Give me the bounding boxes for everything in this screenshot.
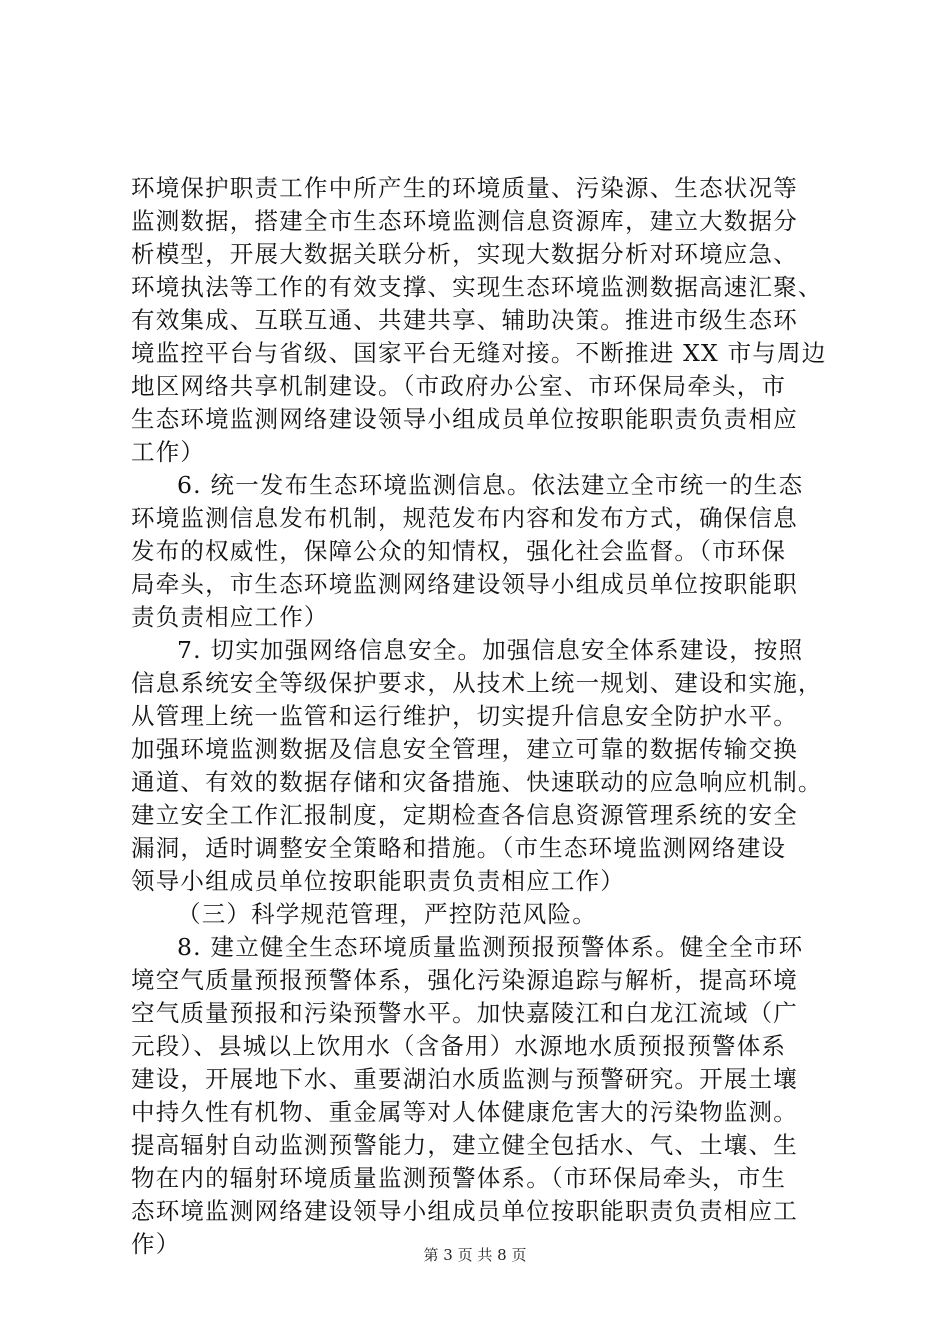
text-line: 从管理上统一监管和运行维护，切实提升信息安全防护水平。 bbox=[131, 702, 798, 730]
text-line: 通道、有效的数据存储和灾备措施、快速联动的应急响应机制。 bbox=[131, 768, 823, 796]
paragraph-start-line: 8. 建立健全生态环境质量监测预报预警体系。健全全市环 bbox=[177, 933, 804, 961]
section-heading: （三）科学规范管理，严控防范风险。 bbox=[177, 900, 597, 928]
text-line: 环境执法等工作的有效支撑、实现生态环境监测数据高速汇聚、 bbox=[131, 273, 823, 301]
text-line: 工作） bbox=[131, 438, 206, 466]
text-line: 中持久性有机物、重金属等对人体健康危害大的污染物监测。 bbox=[131, 1098, 798, 1126]
page-number-footer: 第 3 页 共 8 页 bbox=[423, 1246, 527, 1264]
text-line: 环境保护职责工作中所产生的环境质量、污染源、生态状况等 bbox=[131, 174, 798, 202]
text-line: 空气质量预报和污染预警水平。加快嘉陵江和白龙江流域（广 bbox=[131, 999, 798, 1027]
text-line: 物在内的辐射环境质量监测预警体系。（市环保局牵头，市生 bbox=[131, 1164, 787, 1192]
text-line: 境空气质量预报预警体系，强化污染源追踪与解析，提高环境 bbox=[131, 966, 798, 994]
text-line: 信息系统安全等级保护要求，从技术上统一规划、建设和实施， bbox=[131, 669, 823, 697]
text-line: 监测数据，搭建全市生态环境监测信息资源库，建立大数据分 bbox=[131, 207, 798, 235]
text-line: 局牵头，市生态环境监测网络建设领导小组成员单位按职能职 bbox=[131, 570, 798, 598]
text-line: 发布的权威性，保障公众的知情权，强化社会监督。（市环保 bbox=[131, 537, 787, 565]
text-line: 地区网络共享机制建设。（市政府办公室、市环保局牵头，市 bbox=[131, 372, 787, 400]
text-line: 元段）、县城以上饮用水（含备用）水源地水质预报预警体系 bbox=[131, 1032, 787, 1060]
paragraph-start-line: 6. 统一发布生态环境监测信息。依法建立全市统一的生态 bbox=[177, 471, 804, 499]
paragraph-start-line: 7. 切实加强网络信息安全。加强信息安全体系建设，按照 bbox=[177, 636, 804, 664]
text-line: 态环境监测网络建设领导小组成员单位按职能职责负责相应工 bbox=[131, 1197, 798, 1225]
text-line: 境监控平台与省级、国家平台无缝对接。不断推进 XX 市与周边 bbox=[131, 339, 827, 367]
text-line: 领导小组成员单位按职能职责负责相应工作） bbox=[131, 867, 625, 895]
text-line: 漏洞，适时调整安全策略和措施。（市生态环境监测网络建设 bbox=[131, 834, 787, 862]
text-line: 责负责相应工作） bbox=[131, 603, 329, 631]
text-line: 提高辐射自动监测预警能力，建立健全包括水、气、土壤、生 bbox=[131, 1131, 798, 1159]
text-line: 析模型，开展大数据关联分析，实现大数据分析对环境应急、 bbox=[131, 240, 798, 268]
document-body bbox=[131, 172, 831, 1261]
text-line: 生态环境监测网络建设领导小组成员单位按职能职责负责相应 bbox=[131, 405, 798, 433]
text-line: 建设，开展地下水、重要湖泊水质监测与预警研究。开展土壤 bbox=[131, 1065, 798, 1093]
text-line: 有效集成、互联互通、共建共享、辅助决策。推进市级生态环 bbox=[131, 306, 798, 334]
text-line: 加强环境监测数据及信息安全管理，建立可靠的数据传输交换 bbox=[131, 735, 798, 763]
text-line: 作） bbox=[131, 1230, 181, 1258]
text-line: 建立安全工作汇报制度，定期检查各信息资源管理系统的安全 bbox=[131, 801, 798, 829]
text-line: 环境监测信息发布机制，规范发布内容和发布方式，确保信息 bbox=[131, 504, 798, 532]
